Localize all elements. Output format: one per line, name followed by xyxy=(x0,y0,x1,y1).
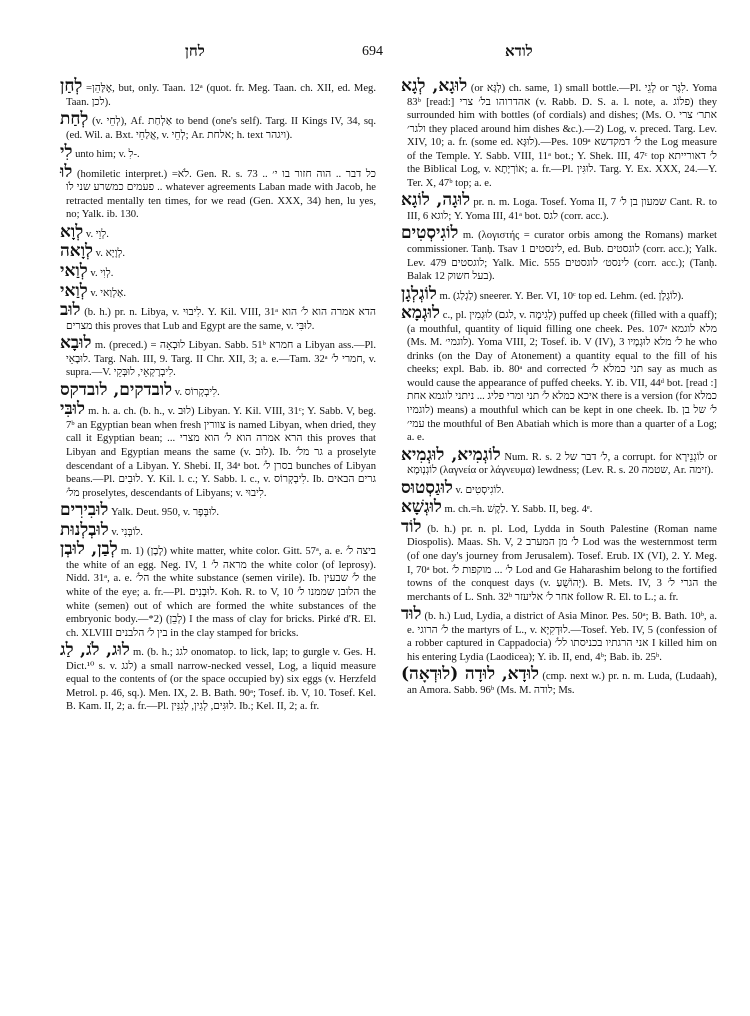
entry-headword: לוּבָא xyxy=(60,333,92,354)
dictionary-entry xyxy=(60,280,376,301)
entry-headword: לוּ xyxy=(60,161,73,182)
running-head-right: לודא xyxy=(505,44,533,60)
dictionary-entry xyxy=(401,305,717,444)
dictionary-entry xyxy=(401,444,717,478)
dictionary-entry xyxy=(60,144,376,162)
entry-text: m. h. a. ch. (b. h., v. לוּב) Libyan. Y. Kil. VIII, 31ᶜ; Y. Sabb. V, beg. 7ᵇ an Egyptian bean when fresh צוורין is named Libyan, when dried, they call it Egyptian bean; ... הרא אמרה הוא לֹ׳ הוא מצרי this proves that Libyan and Egyptian means the same (v. לוּב). Ib. גר מלֹ׳ a proselyte descendant of a Libyan. Y. Shebi. II, 34ᵃ bot. בסרן לֹ׳ bunches of Libyan beans.—Pl. לוּבִים. Y. Kil. l. c.; Y. Sabb. l. c., v. לִיבְקְרוֹס. Ib. גרים הבאים מלֹ׳ proselytes, descendants of Libyans; v. לִיבוּי. xyxy=(66,406,377,499)
dictionary-entry xyxy=(60,263,376,281)
entry-text: m. (לַגְלַג) sneerer. Y. Ber. VI, 10ᶜ top ed. Lehm. (ed. לוֹגְלָן). xyxy=(439,290,684,302)
entry-headword: לוּגָה, לוֹגָא xyxy=(401,190,471,211)
dictionary-entry xyxy=(60,243,376,261)
entry-headword: לוֹגְמִיא, לוּגְמִיא xyxy=(401,444,501,465)
entry-headword: לוּב xyxy=(60,300,81,321)
entry-headword: לְוָאה xyxy=(60,241,93,262)
left-column xyxy=(60,78,376,716)
entry-headword: לובדקים, לובדקס xyxy=(60,379,173,400)
dictionary-entry xyxy=(60,401,376,500)
entry-headword: לוּגַסְטוּס xyxy=(401,477,453,498)
entry-text: c., pl. לוּגְמִין (לגם, v. לְגִימָה) puffed up cheek (filled with a quaff); (a mouthful, quantity of liquid filling one cheek. Pes. 107ᵃ מלא לוגמא (Ms. M. לוגמי׳). Yoma VIII, 2; Tosef. ib. V (IV), 3 לֹ׳ מלא לוּגְמָיו he who drinks (on the Day of Atonement) a quantity equal to the fill of his cheeks; expl. Bab. ib. 80ᵃ and corrected תני כמלא לֹ׳ say as much as would cause the appearance of puffed cheeks. Y. ib. VII, 44ᵈ bot. [read :] איכא כמלא לֹ׳ תני ומרי פליג ... ניתני לוגמא אחת there is a version (for כמלא לוגמיו) means) a mouthful which can be kept in one cheek. Ib. לֹ׳ של בן עמי׳ the mouthful of Ben Abatiah which is more than a quarter of a Log; a. e. xyxy=(407,310,718,444)
dictionary-entry xyxy=(60,302,376,333)
entry-headword: לוּבִּי xyxy=(60,399,85,420)
entry-headword: לוּד xyxy=(401,604,422,625)
entry-text: (v. לְחֵי), Af. אַלְחַת to bend (one's self). Targ. II Kings IV, 34, sq. (ed. Wil. a. Bxt. אֲלַחֵי, v. לְחֵי; Ar. אלחת; h. text ויגהר). xyxy=(66,116,376,141)
dictionary-entry xyxy=(401,516,718,604)
dictionary-entry xyxy=(401,192,717,223)
entry-headword: לִי xyxy=(60,142,73,163)
entry-text: (b. h.) pr. n. pl. Lod, Lydda in South Palestine (Roman name Diospolis). Maas. Sh. V, 2 לֹ׳ מן המערב Lod was the westernmost term (of one day's journey from Jerusalem). Tosef. Erub. IX (VI), 2. Y. Meg. I, 70ᵃ bot. לֹ׳ ... מוקפות לֹ׳ Lod and Ge Haharashim belong to the fortified towns of the conquest days (v. יְהוֹשֻׁעַ). B. Mets. IV, 3 הגרי לֹ׳ the merchants of L. Snh. 32ᵇ אחר לֹ׳ אליעזר follow R. El. to L.; a. fr. xyxy=(407,523,718,603)
entry-headword: לוּגְמָא xyxy=(401,303,440,324)
dictionary-entry xyxy=(401,477,717,498)
entry-headword: לוּדָא, לוּדָה (לוּדְאָה) xyxy=(401,664,540,685)
entry-headword: לוּבְלְנוּת xyxy=(60,519,109,540)
entry-text: m. (preced.) = לוּבְאָה Libyan. Sabb. 51ᵇ חמרא a Libyan ass.—Pl. לוּבָאֵי. Targ. Nah. III, 9. Targ. II Chr. XII, 3; a. e.—Tam. 32ᵃ חמרי לֹ׳, v. supra.—V. לִיבְרָקְאֵי, לוּבְּקֵי. xyxy=(66,340,376,379)
running-head-left: לחן xyxy=(185,44,205,60)
entry-headword: לְוָא xyxy=(60,221,84,242)
dictionary-entry xyxy=(401,606,717,664)
dictionary-entry xyxy=(60,642,376,714)
entry-text: Yalk. Deut. 950, v. לוּבְּפָר. xyxy=(111,507,220,519)
dictionary-entry xyxy=(401,78,717,190)
dictionary-entry xyxy=(60,541,376,640)
entry-text: m. ch.=h. לַקֶשׁ. Y. Sabb. II, beg. 4ᵉ. xyxy=(444,504,593,516)
entry-text: (b. h.) Lud, Lydia, a district of Asia Minor. Pes. 50ᵃ; B. Bath. 10ᵇ, a. e. לֹ׳ הרוגי the martyrs of L., v. לוּדְקִיָא.—Tosef. Yeb. IV, 5 (confession of a robber captured in Cappadocia) אני הרגתיו בכניסתו ללֹ׳ I killed him on his entering Lydia (Laodicea); Y. ib. II, end, 4ᵇ; Bab. ib. 25ᵇ. xyxy=(407,611,718,663)
entry-headword: לוּבִירִים xyxy=(60,500,109,521)
entry-text: m. (λογιστής = curator orbis among the Romans) market commissioner. Tanḥ. Tsav 1 לינסטים, ed. Bub. לוגסטים (corr. acc.); Yalk. Lev. 479 לוגסטים; Yalk. Mic. 555 לינסט׳ לוגסטים (corr. acc.); (Tanḥ. Balak 12 בעל חשוק). xyxy=(407,230,717,283)
dictionary-entry xyxy=(401,283,717,304)
entry-headword: לוֹגִיסְטִים xyxy=(401,223,459,244)
dictionary-entry xyxy=(60,221,376,242)
dictionary-entry xyxy=(60,111,376,142)
entry-text: (or לְגָּא) ch. same, 1) small bottle.—Pl. לְגֵי or לִגָּר. Yoma 83ᵇ [read:] אהדרוהו בלֹ׳ צרי (v. Rabb. D. S. a. l. note, a. פלוֹג) they surrounded him with bottles (of cordials) and dishes; (Ms. O. אתר׳ צרי ולגר׳ they placed around him dishes &c.).—2) Log, v. preced. Targ. Lev. XIV, 10; a. fr. (some ed. לוּגָּא).—Pes. 109ᵃ לֹ׳ דמקדשא the Log measure of the Temple. Y. Sabb. VIII, 11ᵃ bot.; Y. Shek. III, 47ᶜ top לֹ׳ דאורייתא the Biblical Log, v. אוֹרְיָתָא; a. fr.—Pl. לוּגִּין. Targ. Y. Ex. XXX, 24.—Y. Ter. X, 47ᵇ top; a. e. xyxy=(407,83,718,189)
entry-text: v. לְוִי. xyxy=(90,268,114,280)
dictionary-entry xyxy=(60,379,376,400)
entry-headword: לוּגְשָׁא xyxy=(401,497,442,518)
entry-headword: לְוַאי xyxy=(60,280,88,301)
entry-text: v. לְוֵי. xyxy=(85,228,109,240)
entry-text: v. לְוָיָא. xyxy=(95,248,126,260)
entry-headword: לְחַת xyxy=(60,109,89,130)
dictionary-entry xyxy=(60,519,376,540)
dictionary-entry xyxy=(401,225,717,283)
entry-text: v. לוֹבְּנִי. xyxy=(111,526,143,538)
entry-text: m. 1) (לָבָן) white matter, white color. Gitt. 57ᵃ, a. e. ביצה לֹ׳ the white of an egg. Neg. IV, 1 מראה לֹ׳ the white color (of leprosy). Nidd. 31ᵃ, a. e. הלֹ׳ the white substance (semen virile). Ib. לֹ׳ שבעין the white of the eye; a. fr.—Pl. לוּבְנִים. Koh. R. to V, 10 הלוּבן שממנו לֹ׳ the white (semen) out of which are formed the white substances of the embryonic body.—*2) (לְבֵן) I the mass of clay for bricks. Pirké d'R. El. ch. XLVIII בין לֹ׳ הלבנים in the clay stamped for bricks. xyxy=(66,546,376,639)
entry-text: m. (b. h.; לגג onomatop. to lick, lap; to gurgle v. Ges. H. Dict.¹⁰ s. v. לגג) a small narrow-necked vessel, Log, a liquid measure equal to the contents of (or the space occupied by) six eggs (v. Herzfeld Metrol. p. 46, sq.). Men. IX, 2. B. Bath. 90ᵃ; Tosef. ib. V, 10. Tosef. Kel. B. Kam. II, 2; a. fr.—Pl. לוּגִּים, לְגִין, לְגִנִּין. Ib.; Kel. II, 2; a. fr. xyxy=(66,647,376,713)
entry-text: pr. n. m. Loga. Tosef. Yoma II, 7 שמעון בן לֹ׳ Cant. R. to III, 6 לוגא; Y. Yoma III, 41ᵃ bot. לגס (corr. acc.). xyxy=(407,197,717,222)
dictionary-entry xyxy=(401,499,717,517)
entry-headword: לְחַן xyxy=(60,76,83,96)
dictionary-entry xyxy=(401,666,717,697)
entry-text: v. לוֹגִיסְטִים. xyxy=(455,484,504,496)
entry-headword: לוּג, לֹג, לַג xyxy=(60,640,130,661)
entry-text: Num. R. s. 2 לֹ׳ דבר של, a corrupt. for לוֹגְנֵירָא or לוֹגְנְוּמָא (λαγνεία or λάγνευμα) lewdness; (Lev. R. s. 20 שטמה, Ar. זימה). xyxy=(407,451,717,477)
entry-text: =אֶלָּהֵן, but, only. Taan. 12ᵃ (quot. fr. Meg. Taan. ch. XII, ed. Meg. Taan. לכן). xyxy=(66,83,376,108)
entry-text: (cmp. next w.) pr. n. m. Luda, (Ludaah), an Amora. Sabb. 96ᵇ (Ms. M. לודה; Ms. xyxy=(407,671,717,696)
entry-text: (b. h.) pr. n. Libya, v. לִיבוּי. Y. Kil. VIII, 31ᵃ הדא אמרה הוא לֹ׳ הוא מצרים this proves that Lub and Egypt are the same, v. לוּבִּי. xyxy=(66,307,376,332)
entry-headword: לוֹד xyxy=(401,516,422,537)
dictionary-entry xyxy=(60,502,376,520)
entry-text: unto him; v. לִ-. xyxy=(75,149,140,161)
entry-headword: לְבַן, לוּבְן xyxy=(60,539,118,560)
page-number: 694 xyxy=(362,44,383,59)
entry-text: v. לִיבְקְרוֹס. xyxy=(174,386,220,398)
dictionary-entry xyxy=(60,161,376,222)
entry-headword: לוּגָא, לְגָא xyxy=(401,76,468,96)
dictionary-entry xyxy=(60,78,376,109)
dictionary-entry xyxy=(60,335,376,380)
entry-headword: לְוַאי xyxy=(60,261,88,282)
entry-headword: לוֹגְלְגָן xyxy=(401,283,437,304)
right-column xyxy=(401,78,717,699)
entry-text: (homiletic interpret.) =לֹא. Gen. R. s. 73 .. כל דבר .. הוה חזור בו י׳ פעמים כמשרע שני לֹו .. whatever agreements Laban made with Jacob, he retracted mentally ten times, for we read (Gen. XXX, 34) hen, lu yes, no; Yalk. ib. 130. xyxy=(66,168,376,221)
entry-text: v. אַלְוַאי. xyxy=(90,287,127,299)
